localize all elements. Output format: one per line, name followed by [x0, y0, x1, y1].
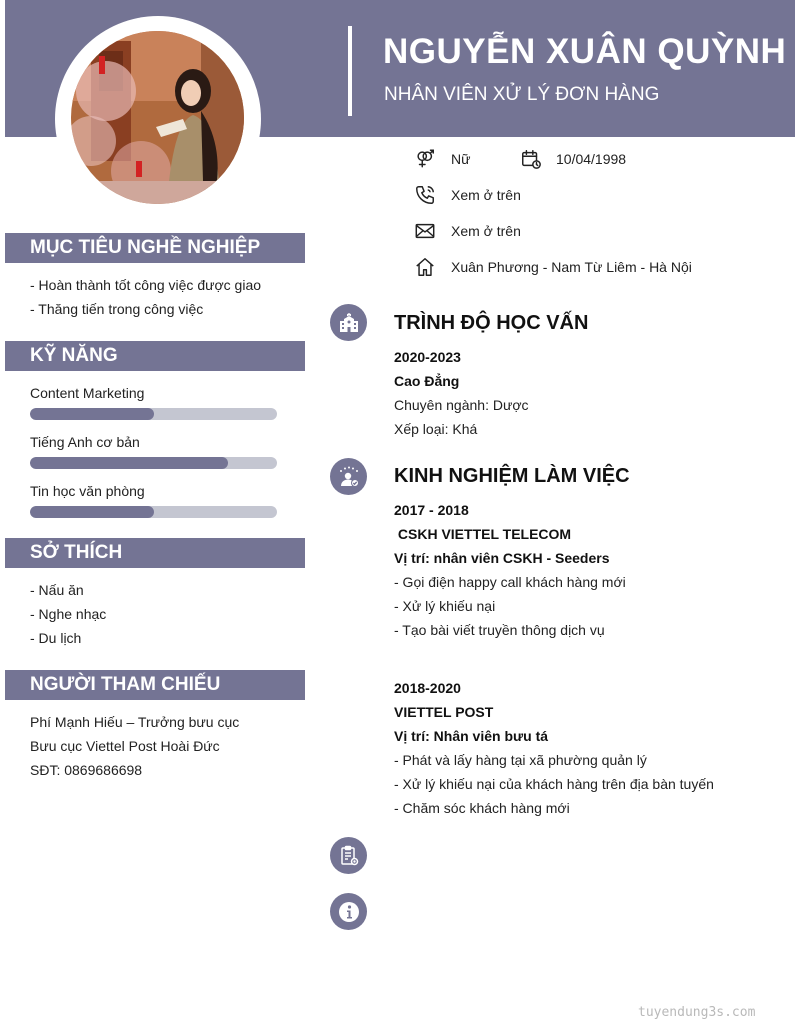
- skill-bar: [30, 408, 277, 420]
- job-task: - Gọi điện happy call khách hàng mới: [394, 574, 626, 590]
- hobby-item: - Nghe nhạc: [30, 606, 107, 622]
- phone-value: Xem ở trên: [451, 187, 521, 203]
- job-position: Vị trí: nhân viên CSKH - Seeders: [394, 550, 610, 566]
- objective-item: - Hoàn thành tốt công việc được giao: [30, 277, 262, 293]
- email-value: Xem ở trên: [451, 223, 521, 239]
- skill-name: Tin học văn phòng: [30, 483, 145, 499]
- school-icon: [330, 304, 367, 341]
- certificate-icon: [330, 837, 367, 874]
- email-icon: [414, 220, 436, 242]
- contact-gender: [414, 147, 470, 171]
- objective-heading: MỤC TIÊU NGHỀ NGHIỆP: [5, 233, 305, 263]
- phone-icon: [414, 184, 436, 206]
- job-task: - Xử lý khiếu nại: [394, 598, 496, 614]
- contact-phone: [414, 183, 521, 207]
- job-task: - Xử lý khiếu nại của khách hàng trên địa bàn tuyến: [394, 776, 714, 792]
- education-major: Chuyên ngành: Dược: [394, 397, 529, 413]
- references-heading: NGƯỜI THAM CHIẾU: [5, 670, 305, 700]
- reference-line: Bưu cục Viettel Post Hoài Đức: [30, 738, 220, 754]
- info-icon: [330, 893, 367, 930]
- job-task: - Tạo bài viết truyền thông dịch vụ: [394, 622, 605, 638]
- job-period: 2018-2020: [394, 680, 461, 696]
- skills-heading: KỸ NĂNG: [5, 341, 305, 371]
- hobby-item: - Nấu ăn: [30, 582, 84, 598]
- hobbies-heading: SỞ THÍCH: [5, 538, 305, 568]
- contact-birthday: [520, 147, 626, 171]
- avatar: [71, 31, 244, 204]
- watermark: tuyendung3s.com: [638, 1005, 756, 1020]
- skill-name: Tiếng Anh cơ bản: [30, 434, 140, 450]
- job-task: - Phát và lấy hàng tại xã phường quản lý: [394, 752, 647, 768]
- header-divider: [348, 26, 352, 116]
- job-company: VIETTEL POST: [394, 704, 494, 720]
- education-school: Cao Đẳng: [394, 373, 460, 389]
- skill-bar: [30, 506, 277, 518]
- reference-line: Phí Mạnh Hiếu – Trưởng bưu cục: [30, 714, 240, 730]
- gender-icon: [414, 148, 436, 170]
- candidate-role: NHÂN VIÊN XỬ LÝ ĐƠN HÀNG: [384, 84, 660, 105]
- job-task: - Chăm sóc khách hàng mới: [394, 800, 570, 816]
- home-icon: [414, 256, 436, 278]
- job-position: Vị trí: Nhân viên bưu tá: [394, 728, 549, 744]
- skill-name: Content Marketing: [30, 385, 145, 401]
- contact-address: [414, 255, 692, 279]
- birthday-value: 10/04/1998: [556, 151, 627, 167]
- skill-bar-fill: [30, 408, 154, 420]
- skill-bar: [30, 457, 277, 469]
- calendar-icon: [520, 148, 542, 170]
- candidate-name: NGUYỄN XUÂN QUỲNH: [383, 32, 787, 71]
- education-heading: TRÌNH ĐỘ HỌC VẤN: [394, 312, 589, 334]
- reference-line: SĐT: 0869686698: [30, 762, 143, 778]
- experience-heading: KINH NGHIỆM LÀM VIỆC: [394, 465, 630, 487]
- education-period: 2020-2023: [394, 349, 461, 365]
- gender-value: Nữ: [451, 151, 471, 167]
- team-icon: [330, 458, 367, 495]
- job-company: CSKH VIETTEL TELECOM: [394, 526, 572, 542]
- hobby-item: - Du lịch: [30, 630, 82, 646]
- address-value: Xuân Phương - Nam Từ Liêm - Hà Nội: [451, 259, 692, 275]
- objective-item: - Thăng tiến trong công việc: [30, 301, 204, 317]
- education-grade: Xếp loại: Khá: [394, 421, 478, 437]
- skill-bar-fill: [30, 506, 154, 518]
- contact-email: [414, 219, 521, 243]
- job-period: 2017 - 2018: [394, 502, 469, 518]
- skill-bar-fill: [30, 457, 228, 469]
